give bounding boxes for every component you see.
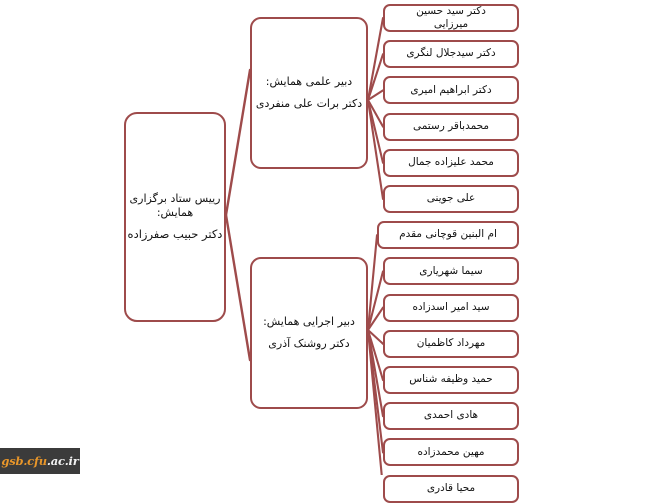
executive-secretary-name: دکتر روشنک آذری xyxy=(268,336,350,350)
site-watermark xyxy=(0,448,80,474)
executive-secretary-role: دبیر اجرایی همایش: xyxy=(263,315,355,329)
node-member-executive-3 xyxy=(383,294,519,322)
member-name: هادی احمدی xyxy=(423,409,479,422)
node-member-scientific-2 xyxy=(383,40,519,68)
node-scientific-secretary xyxy=(250,17,368,169)
chair-name: دکتر حبیب صفرزاده xyxy=(127,227,223,242)
member-name: دکتر ابراهیم امیری xyxy=(410,83,492,96)
member-name: سیما شهریاری xyxy=(419,264,483,277)
member-name: محمد علیزاده جمال xyxy=(408,156,494,169)
member-name: علی جوینی xyxy=(426,192,476,205)
scientific-secretary-name: دکتر برات علی منفردی xyxy=(255,96,363,110)
node-member-executive-1 xyxy=(377,221,519,249)
member-name: حمید وظیفه شناس xyxy=(409,373,493,386)
node-executive-secretary xyxy=(250,257,368,409)
member-name: مهرداد کاظمیان xyxy=(416,337,486,350)
node-member-executive-2 xyxy=(383,257,519,285)
node-member-executive-6 xyxy=(383,402,519,430)
watermark-part-cfu: .cfu xyxy=(23,454,47,468)
member-name: دکتر سید حسین میرزایی xyxy=(416,5,486,30)
chair-role: رییس ستاد برگزاری همایش: xyxy=(129,192,221,220)
chair-text xyxy=(126,192,224,242)
node-member-executive-8 xyxy=(383,475,519,503)
member-name: سید امیر اسدزاده xyxy=(412,300,490,313)
node-member-scientific-4 xyxy=(383,113,519,141)
node-member-executive-7 xyxy=(383,438,519,466)
member-name: محیا قادری xyxy=(426,481,476,494)
node-member-scientific-1 xyxy=(383,4,519,32)
scientific-secretary-role: دبیر علمی همایش: xyxy=(265,75,353,89)
executive-secretary-text xyxy=(252,315,366,350)
node-chair xyxy=(124,112,226,322)
scientific-secretary-text xyxy=(252,75,366,110)
node-member-scientific-6 xyxy=(383,185,519,213)
member-name: مهین محمدزاده xyxy=(417,445,485,458)
member-name: محمدباقر رستمی xyxy=(412,119,490,132)
node-member-scientific-5 xyxy=(383,149,519,177)
node-member-executive-4 xyxy=(383,330,519,358)
member-name: دکتر سیدجلال لنگری xyxy=(406,47,496,60)
watermark-text xyxy=(1,454,78,468)
node-member-executive-5 xyxy=(383,366,519,394)
member-name: ام البنین قوچانی مقدم xyxy=(399,228,497,241)
node-member-scientific-3 xyxy=(383,76,519,104)
watermark-part-gsb: gsb xyxy=(1,454,24,468)
watermark-part-tld: .ac.ir xyxy=(46,454,79,468)
